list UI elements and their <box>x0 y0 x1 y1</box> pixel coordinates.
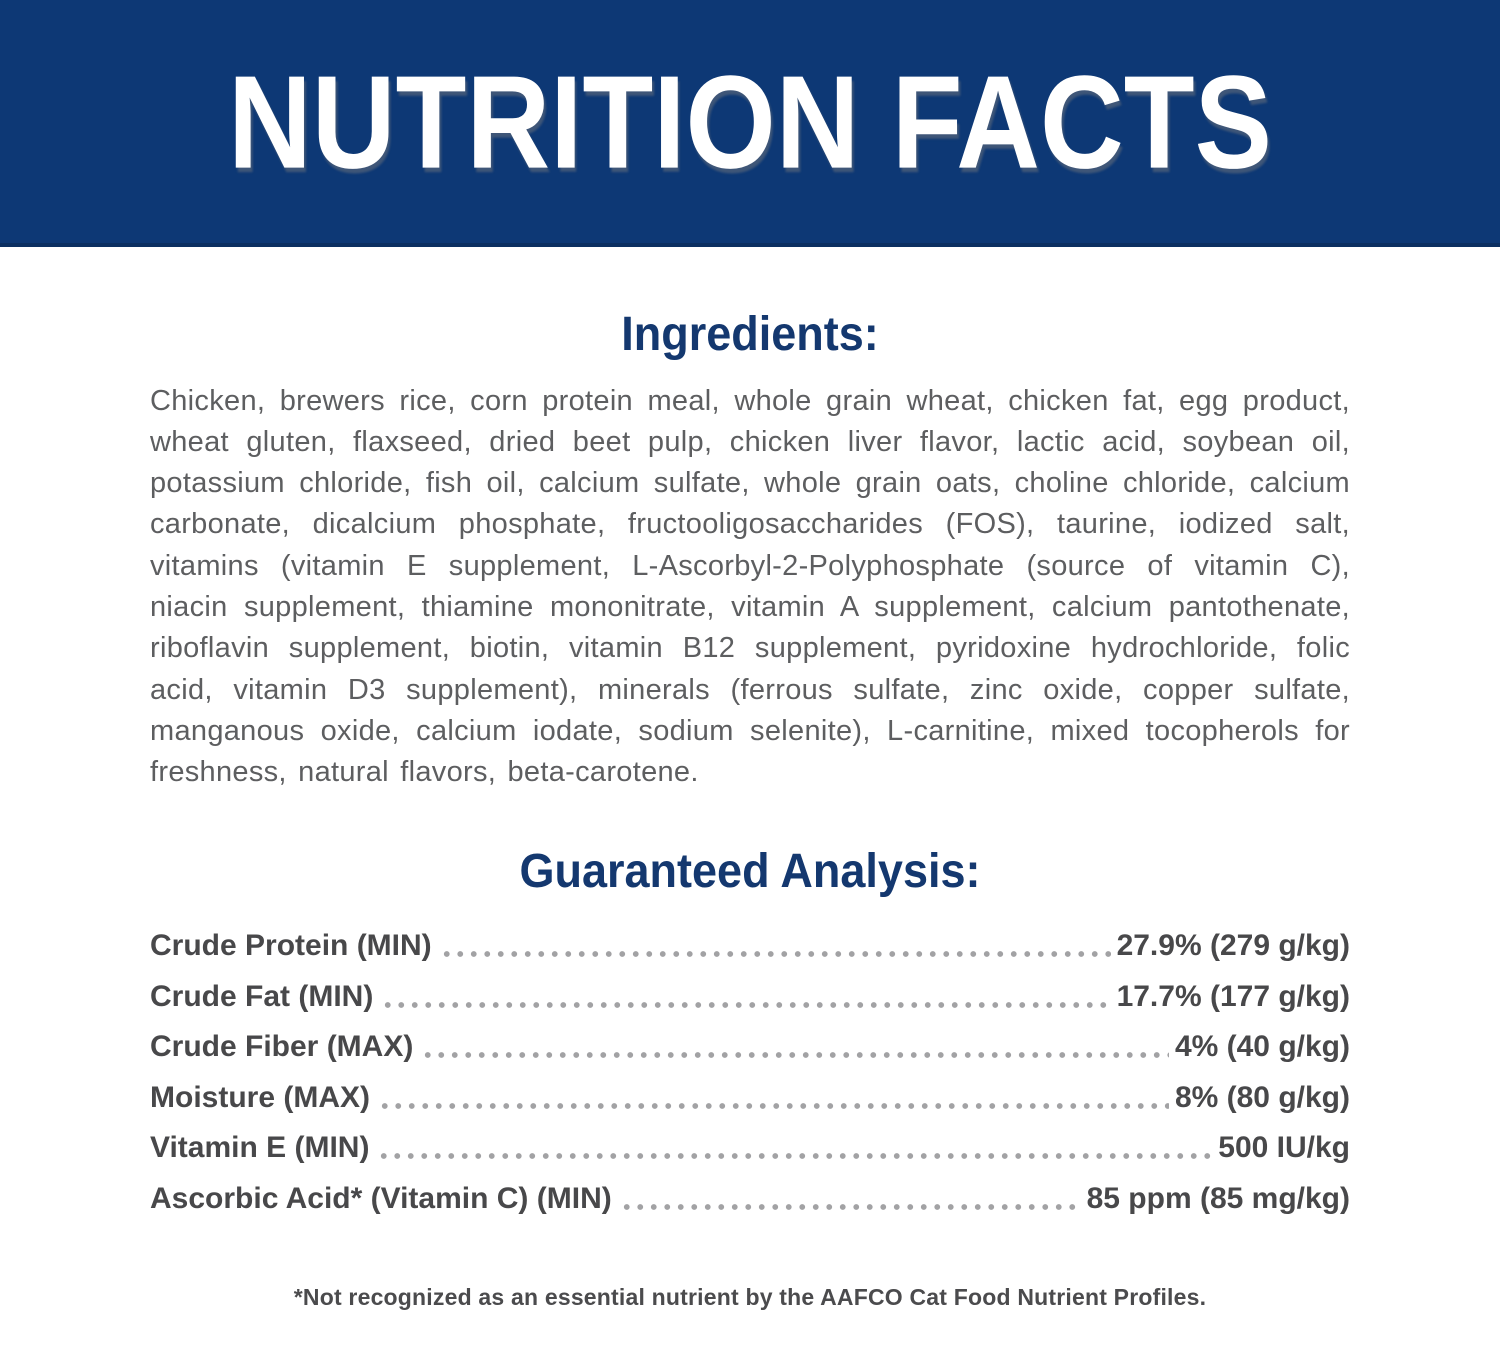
table-row <box>150 972 1350 1023</box>
ga-label-moisture: Moisture (MAX) <box>150 1080 370 1114</box>
dot-leader <box>618 1182 1081 1216</box>
ingredients-heading-text: Ingredients: <box>621 305 879 362</box>
ga-value-vitamin-e: 500 IU/kg <box>1218 1131 1350 1165</box>
ga-value-crude-fiber: 4% (40 g/kg) <box>1174 1030 1350 1064</box>
dot-leader <box>376 1081 1169 1115</box>
ga-label-vitamin-e: Vitamin E (MIN) <box>150 1131 370 1165</box>
ga-label-crude-fiber: Crude Fiber (MAX) <box>150 1030 414 1064</box>
dot-leader <box>375 1131 1212 1165</box>
ga-label-crude-fat: Crude Fat (MIN) <box>150 979 374 1013</box>
ga-value-crude-fat: 17.7% (177 g/kg) <box>1116 979 1350 1013</box>
ga-label-ascorbic-acid: Ascorbic Acid* (Vitamin C) (MIN) <box>150 1181 612 1215</box>
dot-leader <box>379 980 1110 1014</box>
ga-label-crude-protein: Crude Protein (MIN) <box>150 929 432 963</box>
table-row <box>150 1123 1350 1174</box>
ga-value-crude-protein: 27.9% (279 g/kg) <box>1116 929 1350 963</box>
ga-value-ascorbic-acid: 85 ppm (85 mg/kg) <box>1086 1181 1350 1215</box>
page-title: NUTRITION FACTS <box>228 47 1272 196</box>
header-banner <box>0 0 1500 247</box>
dot-leader <box>438 929 1111 963</box>
ingredients-heading <box>150 247 1350 381</box>
guaranteed-analysis-heading <box>150 794 1350 920</box>
aafco-footnote: *Not recognized as an essential nutrient by the AAFCO Cat Food Nutrient Profiles. <box>293 1284 1207 1311</box>
table-row <box>150 1073 1350 1124</box>
ga-value-moisture: 8% (80 g/kg) <box>1174 1080 1350 1114</box>
table-row <box>150 921 1350 972</box>
dot-leader <box>419 1030 1169 1064</box>
label-content <box>0 247 1500 1311</box>
guaranteed-analysis-table <box>150 921 1350 1224</box>
table-row <box>150 1174 1350 1225</box>
ingredients-paragraph: Chicken, brewers rice, corn protein meal, whole grain wheat, chicken fat, egg product, wheat gluten, flaxseed, dried beet pulp, chicken liver flavor, lactic acid, soybean oil, potassium chloride, fish oil, calcium sulfate, whole grain oats, choline chloride, calcium carbonate, dicalcium phosphate, fructooligosaccharides (FOS), taurine, iodized salt, vitamins (vitamin E supplement, L-Ascorbyl-2-Polyphosphate (source of vitamin C), niacin supplement, thiamine mononitrate, vitamin A supplement, calcium pantothenate, riboflavin supplement, biotin, vitamin B12 supplement, pyridoxine hydrochloride, folic acid, vitamin D3 supplement), minerals (ferrous sulfate, zinc oxide, copper sulfate, manganous oxide, calcium iodate, sodium selenite), L-carnitine, mixed tocopherols for freshness, natural flavors, beta-carotene. <box>150 384 1350 789</box>
table-row <box>150 1022 1350 1073</box>
guaranteed-analysis-heading-text: Guaranteed Analysis: <box>519 842 981 898</box>
